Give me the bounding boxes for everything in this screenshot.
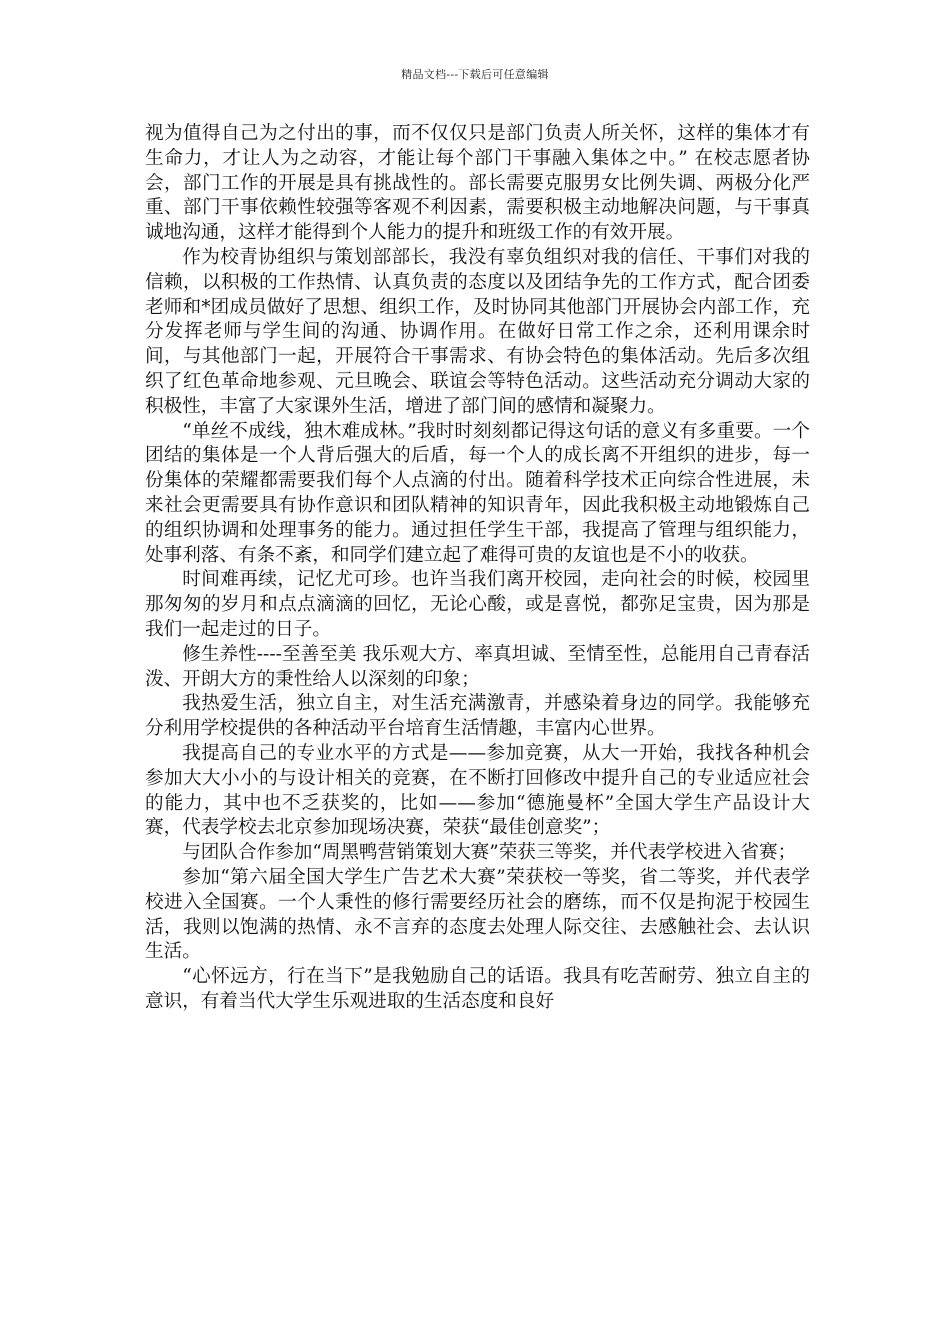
paragraph: 视为值得自己为之付出的事，而不仅仅只是部门负责人所关怀，这样的集体才有生命力，才让人为之动容，才能让每个部门干事融入集体之中。” 在校志愿者协会，部门工作的开展是具有挑战性的。部长需要克服男女比例失调、两极分化严重、部门干事依赖性较强等客观不利因素，需要积极主动地解决问题，与干事真诚地沟通，这样才能得到个人能力的提升和班级工作的有效开展。 xyxy=(145,123,810,244)
paragraph: 作为校青协组织与策划部部长，我没有辜负组织对我的信任、干事们对我的信赖，以积极的工作热情、认真负责的态度以及团结争先的工作方式，配合团委老师和*团成员做好了思想、组织工作，及时协同其他部门开展协会内部工作，充分发挥老师与学生间的沟通、协调作用。在做好日常工作之余，还利用课余时间，与其他部门一起，开展符合干事需求、有协会特色的集体活动。先后多次组织了红色革命地参观、元旦晚会、联谊会等特色活动。这些活动充分调动大家的积极性，丰富了大家课外生活，增进了部门间的感情和凝聚力。 xyxy=(145,246,810,417)
document-body xyxy=(145,122,810,1015)
paragraph: “心怀远方，行在当下”是我勉励自己的话语。我具有吃苦耐劳、独立自主的意识，有着当代大学生乐观进取的生活态度和良好 xyxy=(145,966,810,1012)
page-header: 精品文档---下载后可任意编辑 xyxy=(401,68,549,81)
paragraph: 与团队合作参加“周黑鸭营销策划大赛”荣获三等奖，并代表学校进入省赛； xyxy=(182,842,797,864)
paragraph: “单丝不成线，独木难成林。”我时时刻刻都记得这句话的意义有多重要。一个团结的集体是一个人背后强大的后盾，每一个人的成长离不开组织的进步，每一份集体的荣耀都需要我们每个人点滴的付出。随着科学技术正向综合性进展，未来社会更需要具有协作意识和团队精神的知识青年，因此我积极主动地锻炼自己的组织协调和处理事务的能力。通过担任学生干部，我提高了管理与组织能力，处事利落、有条不紊，和同学们建立起了难得可贵的友谊也是不小的收获。 xyxy=(145,420,810,566)
paragraph: 参加“第六届全国大学生广告艺术大赛”荣获校一等奖，省二等奖，并代表学校进入全国赛。一个人秉性的修行需要经历社会的磨练，而不仅是拘泥于校园生活，我则以饱满的热情、永不言弃的态度去处理人际交往、去感触社会、去认识生活。 xyxy=(145,866,810,963)
paragraph: 我热爱生活，独立自主，对生活充满激青，并感染着身边的同学。我能够充分利用学校提供的各种活动平台培育生活情趣，丰富内心世界。 xyxy=(145,693,810,740)
paragraph: 我提高自己的专业水平的方式是——参加竞赛，从大一开始，我找各种机会参加大大小小的与设计相关的竞赛，在不断打回修改中提升自己的专业适应社会的能力，其中也不乏获奖的，比如——参加“德施曼杯”全国大学生产品设计大赛，代表学校去北京参加现场决赛，荣获“最佳创意奖”； xyxy=(145,742,810,839)
paragraph: 时间难再续，记忆尤可珍。也许当我们离开校园，走向社会的时候，校园里那匆匆的岁月和点点滴滴的回忆，无论心酸，或是喜悦，都弥足宝贵，因为那是我们一起走过的日子。 xyxy=(145,569,810,640)
paragraph: 修生养性----至善至美 我乐观大方、率真坦诚、至情至性，总能用自己青春活泼、开朗大方的秉性给人以深刻的印象； xyxy=(145,643,810,690)
